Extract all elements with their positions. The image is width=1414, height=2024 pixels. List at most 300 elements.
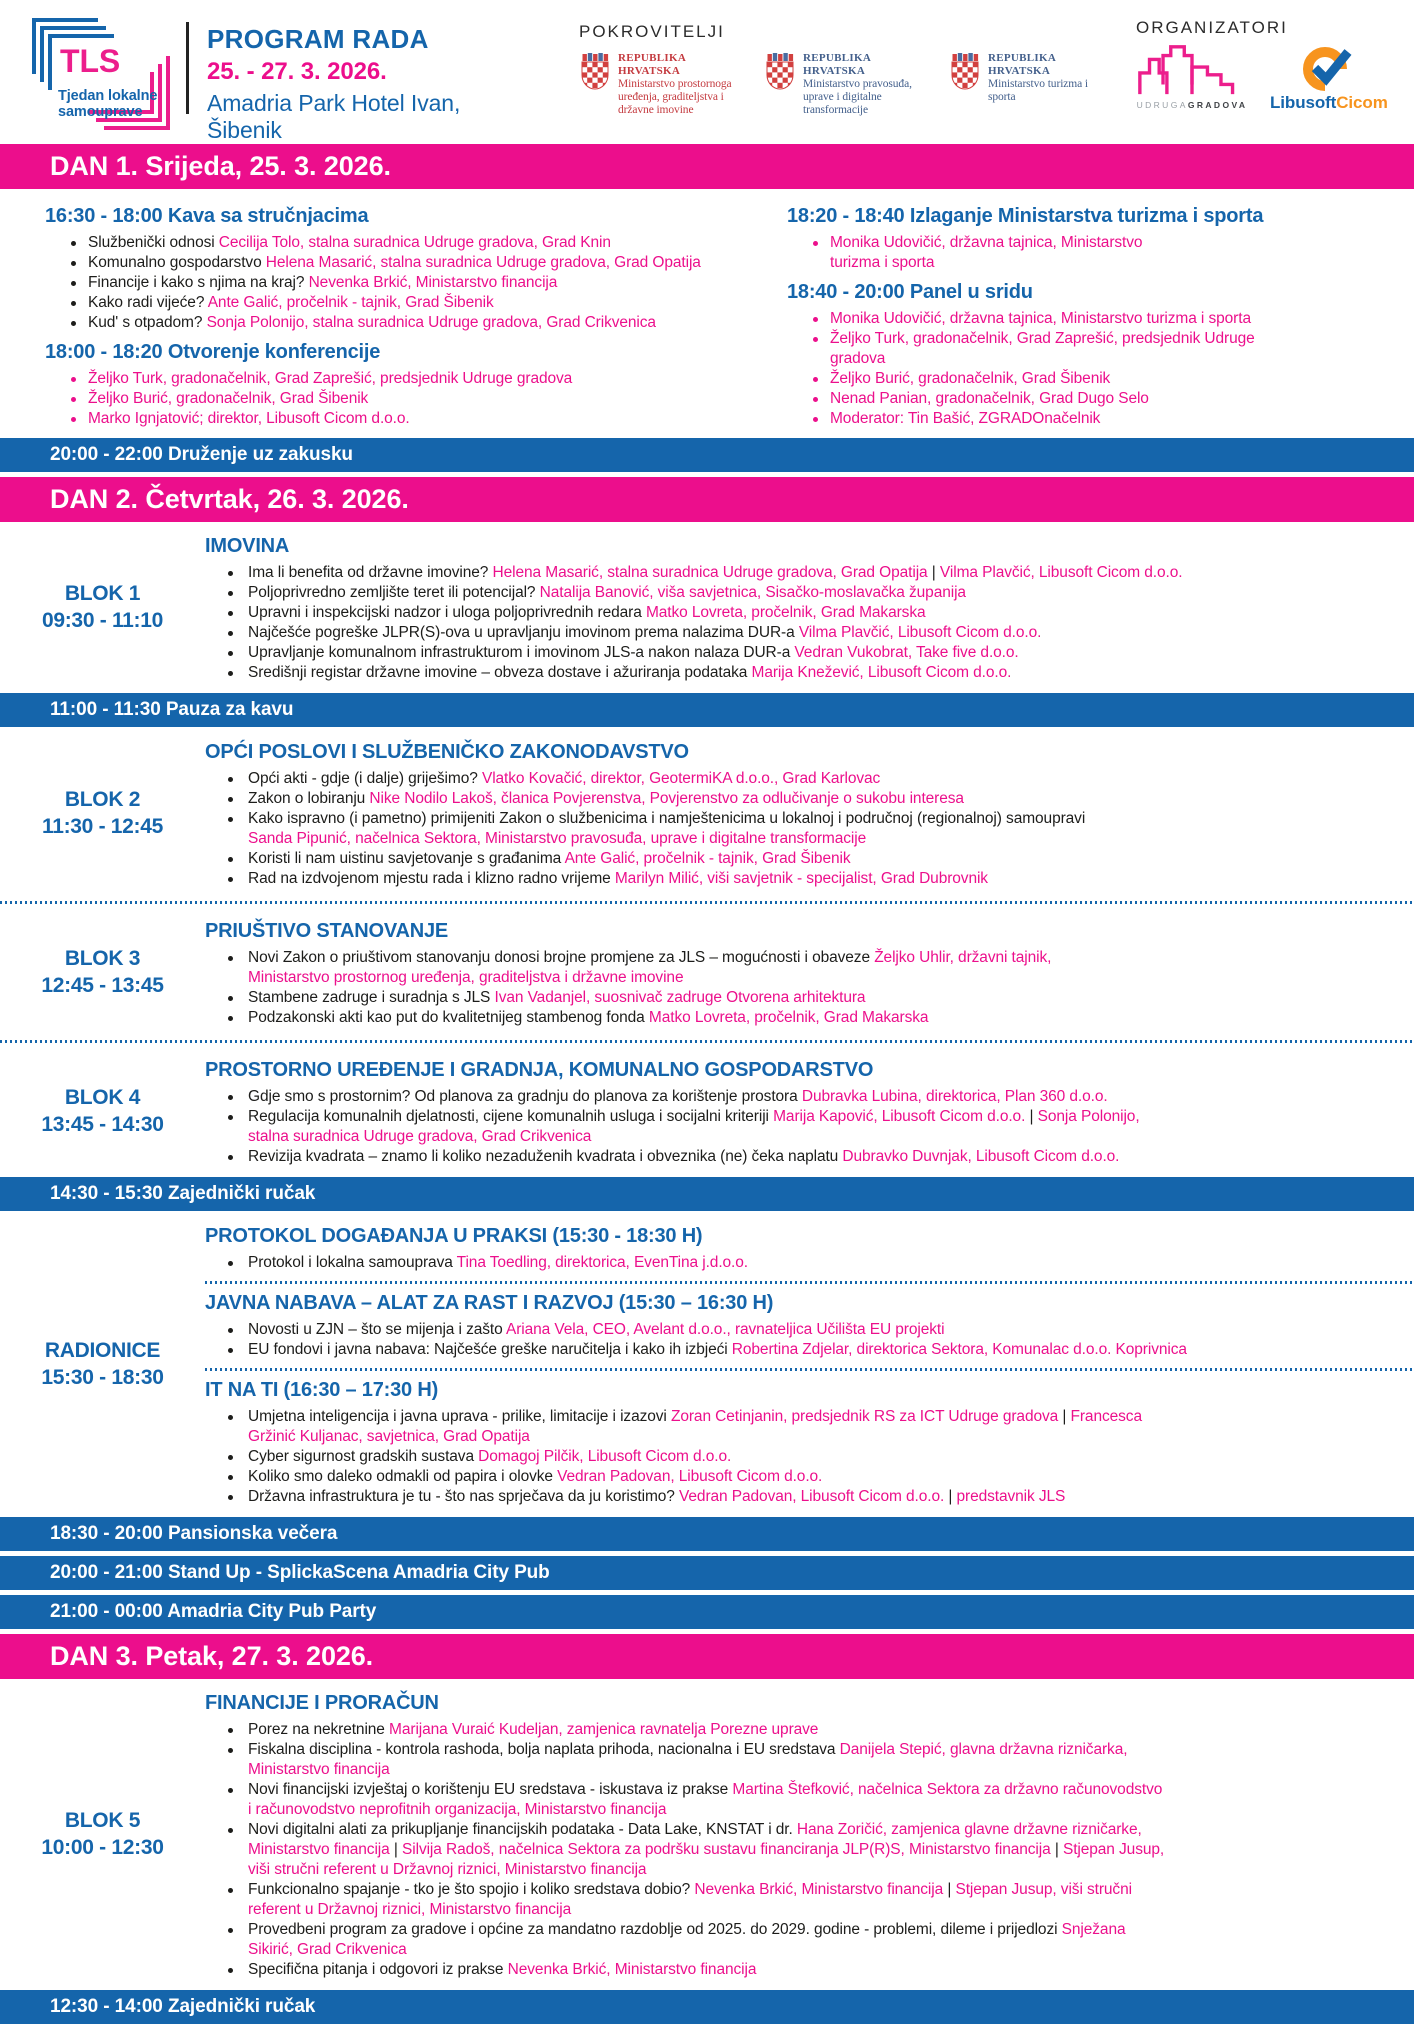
- session-item-text: [248, 809, 1380, 849]
- croatia-coat-of-arms-icon: [579, 52, 611, 95]
- bullet-marker-icon: [228, 797, 233, 802]
- session-item: [45, 369, 787, 389]
- session-item: [205, 869, 1380, 889]
- block-label: [0, 945, 205, 999]
- session-item-text: [248, 789, 1380, 809]
- text-segment: Željko Burić, gradonačelnik, Grad Šibenik: [88, 390, 369, 407]
- text-segment: Marilyn Milić, viši savjetnik - specijalist, Grad Dubrovnik: [614, 870, 988, 887]
- session-heading: IT NA TI (16:30 – 17:30 H): [205, 1379, 439, 1401]
- bullet-marker-icon: [228, 631, 233, 636]
- session-item: [45, 389, 787, 409]
- bullet-marker-icon: [228, 571, 233, 576]
- sponsor-country: REPUBLIKA HRVATSKA: [618, 52, 686, 77]
- session-item-text: [88, 273, 787, 293]
- text-segment: |: [1050, 1841, 1063, 1858]
- organizers-section: [1136, 12, 1388, 113]
- block-label: [0, 1084, 205, 1138]
- text-segment: Hana Zoričić, zamjenica glavne državne rizničarke,: [796, 1821, 1142, 1838]
- text-segment: Rad na izdvojenom mjestu rada i klizno radno vrijeme: [248, 870, 615, 887]
- text-segment: Ima li benefita od državne imovine?: [248, 564, 493, 581]
- bullet-marker-icon: [71, 241, 76, 246]
- text-segment: Zakon o lobiranju: [248, 790, 370, 807]
- udruga-gradova-logo: [1136, 42, 1248, 110]
- session-item-text: [248, 1107, 1380, 1147]
- session-item: [205, 1107, 1380, 1147]
- banner-text: DAN 1. Srijeda, 25. 3. 2026.: [50, 151, 391, 181]
- bullet-marker-icon: [228, 1888, 233, 1893]
- session-item: [787, 389, 1380, 409]
- block-name: BLOK 1: [64, 582, 141, 605]
- bullet-marker-icon: [228, 1348, 233, 1353]
- block-content: [205, 531, 1414, 683]
- text-segment: Državna infrastruktura je tu - što nas sprječava da ju koristimo?: [248, 1488, 680, 1505]
- text-segment: |: [1025, 1108, 1038, 1125]
- bullet-marker-icon: [813, 417, 818, 422]
- organizers-label: ORGANIZATORI: [1136, 18, 1288, 37]
- session-item: [205, 1407, 1380, 1447]
- session-item-text: [248, 988, 1380, 1008]
- text-segment: Ministarstvo prostornog uređenja, graditeljstva i državne imovine: [248, 969, 684, 986]
- session-item-text: [248, 869, 1380, 889]
- session-item: [205, 809, 1380, 849]
- day2-banner: [0, 477, 1414, 522]
- dotted-divider: [205, 1281, 1414, 1284]
- session-section: [205, 1292, 1380, 1360]
- sponsor-name: [803, 52, 925, 117]
- text-segment: Željko Burić, gradonačelnik, Grad Šibenik: [830, 370, 1111, 387]
- session-item: [787, 329, 1380, 369]
- block-label: [0, 1807, 205, 1861]
- session-item: [205, 663, 1380, 683]
- program-content: [0, 140, 1414, 1985]
- bullet-marker-icon: [228, 611, 233, 616]
- bullet-marker-icon: [228, 1261, 233, 1266]
- tls-name-line1: Tjedan lokalne: [58, 88, 158, 104]
- session-item: [205, 1467, 1380, 1487]
- block-title: PROSTORNO UREĐENJE I GRADNJA, KOMUNALNO GOSPODARSTVO: [205, 1059, 874, 1081]
- bullet-marker-icon: [228, 671, 233, 676]
- tls-logo: [24, 12, 174, 136]
- text-segment: Kako ispravno (i pametno) primijeniti Zakon o službenicima i namještenicima u lokalnoj i područnoj (regionalnoj) samoupravi: [248, 810, 1086, 827]
- text-segment: Financije i kako s njima na kraj?: [88, 274, 309, 291]
- session-item: [205, 988, 1380, 1008]
- bullet-marker-icon: [228, 651, 233, 656]
- text-segment: Novi Zakon o priuštivom stanovanju donosi brojne promjene za JLS – mogućnosti i obaveze: [248, 949, 875, 966]
- dotted-divider: [0, 901, 1414, 904]
- session-item: [205, 623, 1380, 643]
- text-segment: referent u Državnoj riznici, Ministarstvo financija: [248, 1901, 572, 1918]
- block-content: [205, 737, 1414, 889]
- text-segment: Ivan Vadanjel, suosnivač zadruge Otvorena arhitektura: [494, 989, 866, 1006]
- schedule-banner: [0, 1517, 1414, 1551]
- text-segment: stalna suradnica Udruge gradova, Grad Crikvenica: [248, 1128, 592, 1145]
- text-segment: Francesca: [1070, 1408, 1142, 1425]
- text-segment: Željko Turk, gradonačelnik, Grad Zaprešić, predsjednik Udruge gradova: [88, 370, 573, 387]
- text-segment: Nike Nodilo Lakoš, članica Povjerenstva, Povjerenstvo za odlučivanje o sukobu interesa: [369, 790, 964, 807]
- session-item: [787, 309, 1380, 329]
- session-section: [205, 1379, 1380, 1507]
- text-segment: Natalija Banović, viša savjetnica, Sisačko-moslavačka županija: [539, 584, 966, 601]
- text-segment: Dubravka Lubina, direktorica, Plan 360 d.o.o.: [801, 1088, 1108, 1105]
- block-label: [0, 1337, 205, 1391]
- bullet-marker-icon: [228, 1415, 233, 1420]
- banner-text: 11:00 - 11:30 Pauza za kavu: [50, 699, 294, 720]
- sponsor-name: [988, 52, 1110, 104]
- banner-text: 20:00 - 21:00 Stand Up - SplickaScena Amadria City Pub: [50, 1562, 550, 1583]
- text-segment: Danijela Stepić, glavna državna rizničarka,: [839, 1741, 1128, 1758]
- block-title: OPĆI POSLOVI I SLUŽBENIČKO ZAKONODAVSTVO: [205, 741, 689, 763]
- block-title: PRIUŠTIVO STANOVANJE: [205, 920, 449, 942]
- session-section: [45, 205, 787, 333]
- block-label: [0, 580, 205, 634]
- text-segment: Najčešće pogreške JLPR(S)-ova u upravljanju imovinom prema nalazima DUR-a: [248, 624, 799, 641]
- text-segment: Upravni i inspekcijski nadzor i uloga poljoprivrednih redara: [248, 604, 646, 621]
- text-segment: |: [944, 1488, 957, 1505]
- day1-columns: [0, 193, 1414, 433]
- bullet-marker-icon: [71, 417, 76, 422]
- session-item-text: [248, 563, 1380, 583]
- text-segment: Središnji registar državne imovine – obveza dostave i ažuriranja podataka: [248, 664, 752, 681]
- session-item: [205, 1340, 1380, 1360]
- text-segment: Koristi li nam uistinu savjetovanje s građanima: [248, 850, 565, 867]
- workshops-block: [0, 1216, 1414, 1512]
- text-segment: Marijana Vuraić Kudeljan, zamjenica ravnatelja Porezne uprave: [389, 1721, 819, 1738]
- bullet-marker-icon: [71, 281, 76, 286]
- text-segment: Nenad Panian, gradonačelnik, Grad Dugo Selo: [830, 390, 1149, 407]
- text-segment: Moderator: Tin Bašić, ZGRADOnačelnik: [830, 410, 1101, 427]
- session-section: [787, 281, 1380, 429]
- session-item-text: [88, 369, 787, 389]
- bullet-marker-icon: [228, 1455, 233, 1460]
- text-segment: Martina Štefković, načelnica Sektora za državno računovodstvo: [732, 1781, 1163, 1798]
- text-segment: Nevenka Brkić, Ministarstvo financija: [308, 274, 558, 291]
- udruga-gradova-skyline-icon: [1136, 42, 1248, 98]
- cicom-text-part: Cicom: [1336, 93, 1388, 112]
- session-item-text: [248, 623, 1380, 643]
- bullet-marker-icon: [71, 301, 76, 306]
- bullet-marker-icon: [71, 321, 76, 326]
- text-segment: Ministarstvo financija: [248, 1841, 390, 1858]
- bullet-marker-icon: [228, 591, 233, 596]
- text-segment: Revizija kvadrata – znamo li koliko nezaduženih kvadrata i obveznika (ne) čeka naplatu: [248, 1148, 843, 1165]
- session-section: [787, 205, 1380, 273]
- session-item-text: [88, 293, 787, 313]
- event-venue: Amadria Park Hotel Ivan, Šibenik: [207, 90, 461, 143]
- session-item-text: [248, 1487, 1380, 1507]
- bullet-marker-icon: [228, 777, 233, 782]
- sponsor-name: [618, 52, 740, 117]
- tls-name-line2: samouprave: [58, 104, 143, 120]
- session-item-text: [248, 1820, 1380, 1880]
- text-segment: Službenički odnosi: [88, 234, 219, 251]
- block-title: FINANCIJE I PRORAČUN: [205, 1692, 439, 1714]
- udruga-caption-bold: GRADOVA: [1187, 100, 1248, 110]
- text-segment: Stjepan Jusup, viši stručni: [955, 1881, 1132, 1898]
- text-segment: viši stručni referent u Državnoj riznici, Ministarstvo financija: [248, 1861, 647, 1878]
- session-item: [45, 233, 787, 253]
- sponsor-country: REPUBLIKA HRVATSKA: [988, 52, 1056, 77]
- text-segment: Snježana: [1061, 1921, 1126, 1938]
- udruga-caption-light: UDRUGA: [1136, 100, 1188, 110]
- session-item-text: [248, 643, 1380, 663]
- bullet-marker-icon: [228, 1748, 233, 1753]
- session-item: [205, 603, 1380, 623]
- session-item: [205, 1740, 1380, 1780]
- banner-text: DAN 2. Četvrtak, 26. 3. 2026.: [50, 484, 409, 514]
- schedule-banner-final: [0, 1990, 1414, 2024]
- session-item: [45, 253, 787, 273]
- text-segment: Matko Lovreta, pročelnik, Grad Makarska: [648, 1009, 929, 1026]
- header-titles: [207, 12, 539, 144]
- bullet-marker-icon: [228, 877, 233, 882]
- text-segment: Marija Kapović, Libusoft Cicom d.o.o.: [773, 1108, 1026, 1125]
- block-time: 12:45 - 13:45: [41, 974, 164, 997]
- block-time: 11:30 - 12:45: [41, 815, 164, 838]
- text-segment: Marija Knežević, Libusoft Cicom d.o.o.: [751, 664, 1012, 681]
- bullet-marker-icon: [228, 1828, 233, 1833]
- block-content: [205, 1221, 1414, 1507]
- day1-right-column: [787, 197, 1380, 429]
- text-segment: Ariana Vela, CEO, Avelant d.o.o., ravnateljica Učilišta EU projekti: [505, 1321, 945, 1338]
- sponsor-ministry: Ministarstvo prostornoga uređenja, graditeljstva i državne imovine: [618, 78, 732, 116]
- page-title: PROGRAM RADA: [207, 24, 429, 54]
- session-item: [205, 1820, 1380, 1880]
- libusoftcicom-logo: [1270, 42, 1388, 113]
- bullet-marker-icon: [228, 1095, 233, 1100]
- text-segment: Dubravko Duvnjak, Libusoft Cicom d.o.o.: [842, 1148, 1120, 1165]
- schedule-banner: [0, 438, 1414, 472]
- banner-text: 20:00 - 22:00 Druženje uz zakusku: [50, 444, 353, 465]
- session-item: [45, 273, 787, 293]
- text-segment: |: [943, 1881, 956, 1898]
- text-segment: Sikirić, Grad Crikvenica: [248, 1941, 407, 1958]
- organizers-row: [1136, 42, 1388, 113]
- schedule-banner: [0, 1595, 1414, 1629]
- bullet-marker-icon: [228, 956, 233, 961]
- block-name: BLOK 4: [64, 1086, 141, 1109]
- block-title: IMOVINA: [205, 535, 290, 557]
- session-item-text: [248, 1008, 1380, 1028]
- text-segment: Helena Masarić, stalna suradnica Udruge gradova, Grad Opatija: [265, 254, 701, 271]
- session-item: [205, 1780, 1380, 1820]
- header-divider: [186, 22, 189, 114]
- text-segment: Sonja Polonijo, stalna suradnica Udruge gradova, Grad Crikvenica: [206, 314, 656, 331]
- session-item: [205, 1008, 1380, 1028]
- text-segment: Vedran Vukobrat, Take five d.o.o.: [794, 644, 1019, 661]
- program-block: [0, 911, 1414, 1033]
- session-item: [205, 583, 1380, 603]
- text-segment: Komunalno gospodarstvo: [88, 254, 266, 271]
- session-item-text: [248, 1407, 1380, 1447]
- text-segment: Provedbeni program za gradove i općine za mandatno razdoblje od 2025. do 2029. godine - problemi, dileme i prijedlozi: [248, 1921, 1062, 1938]
- bullet-marker-icon: [813, 337, 818, 342]
- session-item-text: [88, 313, 787, 333]
- text-segment: Fiskalna disciplina - kontrola rashoda, bolja naplata prihoda, nacionalna i EU sredstava: [248, 1741, 840, 1758]
- bullet-marker-icon: [228, 1788, 233, 1793]
- bullet-marker-icon: [71, 377, 76, 382]
- bullet-marker-icon: [228, 1328, 233, 1333]
- text-segment: Nevenka Brkić, Ministarstvo financija: [507, 1961, 757, 1978]
- session-heading: 18:00 - 18:20 Otvorenje konferencije: [45, 341, 381, 363]
- header: [0, 0, 1414, 143]
- bullet-marker-icon: [228, 996, 233, 1001]
- dotted-divider: [0, 1040, 1414, 1043]
- bullet-marker-icon: [71, 397, 76, 402]
- session-item-text: [248, 769, 1380, 789]
- block-name: BLOK 3: [64, 947, 141, 970]
- text-segment: Vilma Plavčić, Libusoft Cicom d.o.o.: [939, 564, 1183, 581]
- text-segment: Cyber sigurnost gradskih sustava: [248, 1448, 479, 1465]
- libusoftcicom-wordmark: [1270, 93, 1388, 113]
- text-segment: |: [389, 1841, 403, 1858]
- text-segment: Tina Toedling, direktorica, EvenTina j.d.o.o.: [456, 1254, 748, 1271]
- text-segment: Protokol i lokalna samouprava: [248, 1254, 457, 1271]
- session-item-text: [248, 1320, 1380, 1340]
- text-segment: Porez na nekretnine: [248, 1721, 390, 1738]
- text-segment: Sonja Polonijo,: [1037, 1108, 1140, 1125]
- sponsor-item: [579, 52, 740, 117]
- session-item: [45, 313, 787, 333]
- session-item-text: [88, 409, 787, 429]
- day1-left-column: [45, 197, 787, 429]
- session-item-text: [248, 583, 1380, 603]
- bullet-marker-icon: [228, 1155, 233, 1160]
- block-time: 09:30 - 11:10: [41, 609, 164, 632]
- text-segment: Robertina Zdjelar, direktorica Sektora, Komunalac d.o.o. Koprivnica: [731, 1341, 1187, 1358]
- dotted-divider: [205, 1368, 1414, 1371]
- session-item: [205, 1487, 1380, 1507]
- program-block: [0, 732, 1414, 894]
- session-item: [45, 409, 787, 429]
- session-item-text: [248, 948, 1380, 988]
- text-segment: Nevenka Brkić, Ministarstvo financija: [694, 1881, 944, 1898]
- block-content: [205, 1688, 1414, 1980]
- session-heading: 18:40 - 20:00 Panel u sridu: [787, 281, 1033, 303]
- text-segment: Vedran Padovan, Libusoft Cicom d.o.o.: [557, 1468, 823, 1485]
- block-label: [0, 786, 205, 840]
- text-segment: Gdje smo s prostornim? Od planova za gradnju do planova za korištenje prostora: [248, 1088, 802, 1105]
- block-name: BLOK 5: [64, 1809, 141, 1832]
- session-item: [205, 769, 1380, 789]
- session-item-text: [830, 329, 1380, 369]
- session-item-text: [248, 1087, 1380, 1107]
- program-block: [0, 1683, 1414, 1985]
- day1-banner: [0, 144, 1414, 189]
- tls-logo-graphic: [24, 12, 174, 136]
- text-segment: Gržinić Kuljanac, savjetnica, Grad Opatija: [248, 1428, 530, 1445]
- sponsor-country: REPUBLIKA HRVATSKA: [803, 52, 871, 77]
- text-segment: Poljoprivredno zemljište teret ili potencijal?: [248, 584, 540, 601]
- session-item-text: [830, 309, 1380, 329]
- text-segment: Zoran Cetinjanin, predsjednik RS za ICT Udruge gradova: [670, 1408, 1059, 1425]
- session-heading: JAVNA NABAVA – ALAT ZA RAST I RAZVOJ (15:30 – 16:30 H): [205, 1292, 774, 1314]
- text-segment: Marko Ignjatović; direktor, Libusoft Cicom d.o.o.: [88, 410, 410, 427]
- session-item: [205, 1147, 1380, 1167]
- session-item: [45, 293, 787, 313]
- udruga-gradova-wordmark: [1137, 100, 1248, 110]
- text-segment: Stjepan Jusup,: [1062, 1841, 1165, 1858]
- bullet-marker-icon: [228, 1968, 233, 1973]
- text-segment: Domagoj Pilčik, Libusoft Cicom d.o.o.: [478, 1448, 732, 1465]
- session-item-text: [248, 1340, 1380, 1360]
- block-content: [205, 1055, 1414, 1167]
- event-dates: 25. - 27. 3. 2026.: [207, 58, 387, 85]
- session-item: [205, 1720, 1380, 1740]
- text-segment: Novi financijski izvještaj o korištenju EU sredstava - iskustava iz prakse: [248, 1781, 733, 1798]
- text-segment: Ante Galić, pročelnik - tajnik, Grad Šibenik: [207, 294, 494, 311]
- session-item: [787, 409, 1380, 429]
- text-segment: Novosti u ZJN – što se mijenja i zašto: [248, 1321, 506, 1338]
- banner-text: 21:00 - 00:00 Amadria City Pub Party: [50, 1601, 377, 1622]
- text-segment: Matko Lovreta, pročelnik, Grad Makarska: [645, 604, 926, 621]
- session-item: [205, 643, 1380, 663]
- text-segment: Funkcionalno spajanje - tko je što spojio i koliko sredstava dobio?: [248, 1881, 695, 1898]
- bullet-marker-icon: [228, 1928, 233, 1933]
- schedule-banner: [0, 1177, 1414, 1211]
- text-segment: Umjetna inteligencija i javna uprava - prilike, limitacije i izazovi: [248, 1408, 671, 1425]
- text-segment: Regulacija komunalnih djelatnosti, cijene komunalnih usluga i socijalni kriteriji: [248, 1108, 774, 1125]
- bullet-marker-icon: [228, 1475, 233, 1480]
- text-segment: EU fondovi i javna nabava: Najčešće greške naručitelja i kako ih izbjeći: [248, 1341, 732, 1358]
- schedule-banner: [0, 1556, 1414, 1590]
- banner-text: DAN 3. Petak, 27. 3. 2026.: [50, 1641, 374, 1671]
- text-segment: Željko Turk, gradonačelnik, Grad Zaprešić, predsjednik Udruge: [830, 330, 1255, 347]
- bullet-marker-icon: [228, 1728, 233, 1733]
- session-item: [787, 233, 1380, 273]
- text-segment: Monika Udovičić, državna tajnica, Ministarstvo: [830, 234, 1143, 251]
- block-name: BLOK 2: [64, 788, 141, 811]
- session-item-text: [248, 1920, 1380, 1960]
- session-item-text: [248, 849, 1380, 869]
- text-segment: Silvija Radoš, načelnica Sektora za podršku sustavu financiranja JLP(R)S, Ministarstvo financija: [402, 1841, 1051, 1858]
- text-segment: Vedran Padovan, Libusoft Cicom d.o.o.: [679, 1488, 945, 1505]
- text-segment: Specifična pitanja i odgovori iz prakse: [248, 1961, 508, 1978]
- block-name: RADIONICE: [44, 1339, 161, 1362]
- tls-abbr: TLS: [60, 43, 121, 79]
- session-item-text: [88, 233, 787, 253]
- session-section: [45, 341, 787, 429]
- program-block: [0, 526, 1414, 688]
- bullet-marker-icon: [71, 261, 76, 266]
- bullet-marker-icon: [228, 1495, 233, 1500]
- banner-text: 14:30 - 15:30 Zajednički ručak: [50, 1183, 316, 1204]
- session-item-text: [88, 389, 787, 409]
- session-item: [205, 849, 1380, 869]
- libusoft-text-part: Libusoft: [1270, 93, 1337, 112]
- session-item-text: [248, 1253, 1380, 1273]
- block-time: 10:00 - 12:30: [41, 1836, 164, 1859]
- day3-banner: [0, 1634, 1414, 1679]
- session-item-text: [88, 253, 787, 273]
- session-item: [205, 789, 1380, 809]
- text-segment: |: [927, 564, 940, 581]
- bullet-marker-icon: [813, 241, 818, 246]
- session-item: [205, 1880, 1380, 1920]
- text-segment: Opći akti - gdje (i dalje) griješimo?: [248, 770, 482, 787]
- text-segment: Ministarstvo financija: [248, 1761, 390, 1778]
- session-heading: 18:20 - 18:40 Izlaganje Ministarstva turizma i sporta: [787, 205, 1264, 227]
- text-segment: i računovodstvo neprofitnih organizacija, Ministarstvo financija: [248, 1801, 667, 1818]
- session-item: [205, 1920, 1380, 1960]
- block-time: 15:30 - 18:30: [41, 1366, 164, 1389]
- text-segment: Helena Masarić, stalna suradnica Udruge gradova, Grad Opatija: [492, 564, 928, 581]
- bullet-marker-icon: [228, 1016, 233, 1021]
- sponsors-row: [579, 52, 1110, 117]
- block-time: 13:45 - 14:30: [41, 1113, 164, 1136]
- program-block: [0, 1050, 1414, 1172]
- text-segment: Ante Galić, pročelnik - tajnik, Grad Šibenik: [564, 850, 851, 867]
- croatia-coat-of-arms-icon: [764, 52, 796, 95]
